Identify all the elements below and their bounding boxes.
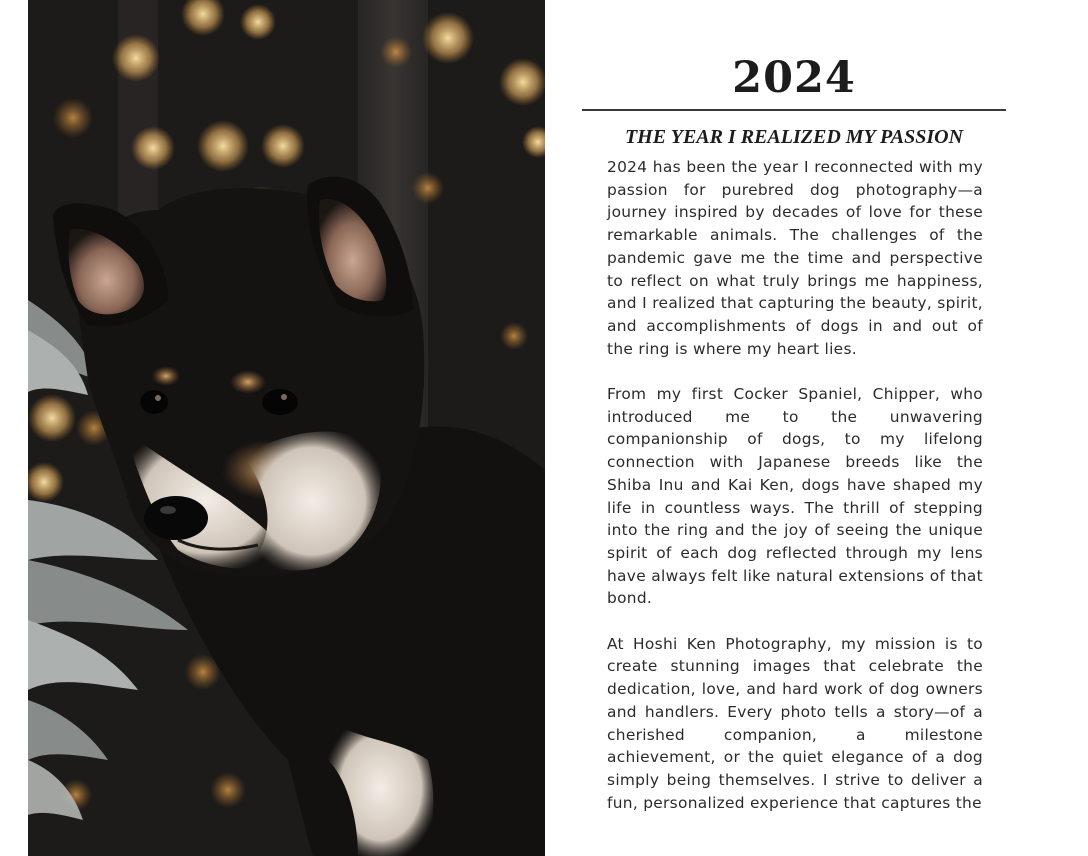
paragraph: 2024 has been the year I reconnected with my passion for purebred dog photography—a journey inspired by decades of love for these remarkable animals. The challenges of the pandemic gave me the time and perspective to reflect on what truly brings me happiness, and I realized that capturing the beauty, spirit, and accomplishments of dogs in and out of the ring is where my heart lies. — [607, 158, 983, 358]
dog-portrait-image — [28, 0, 545, 856]
paragraph: At Hoshi Ken Photography, my mission is to create stunning images that celebrate the dedication, love, and hard work of dog owners and handlers. Every photo tells a story—of a cherished companion, a milestone achievement, or the quiet elegance of a dog simply being themselves. I strive to deliver a fun, personalized experience that captures the — [607, 634, 983, 812]
dog-portrait-photo — [28, 0, 545, 856]
paragraph: From my first Cocker Spaniel, Chipper, who introduced me to the unwavering companionship of dogs, to my lifelong connection with Japanese breeds like the Shiba Inu and Kai Ken, dogs have shaped my life in countless ways. The thrill of stepping into the ring and the joy of seeing the unique spirit of each dog reflected through my lens have always felt like natural extensions of that bond. — [607, 385, 983, 608]
article-column — [582, 0, 1006, 856]
page-title: 2024 — [732, 53, 856, 103]
page-subtitle: THE YEAR I REALIZED MY PASSION — [624, 126, 964, 148]
article-body — [607, 156, 983, 837]
title-divider — [582, 109, 1006, 111]
